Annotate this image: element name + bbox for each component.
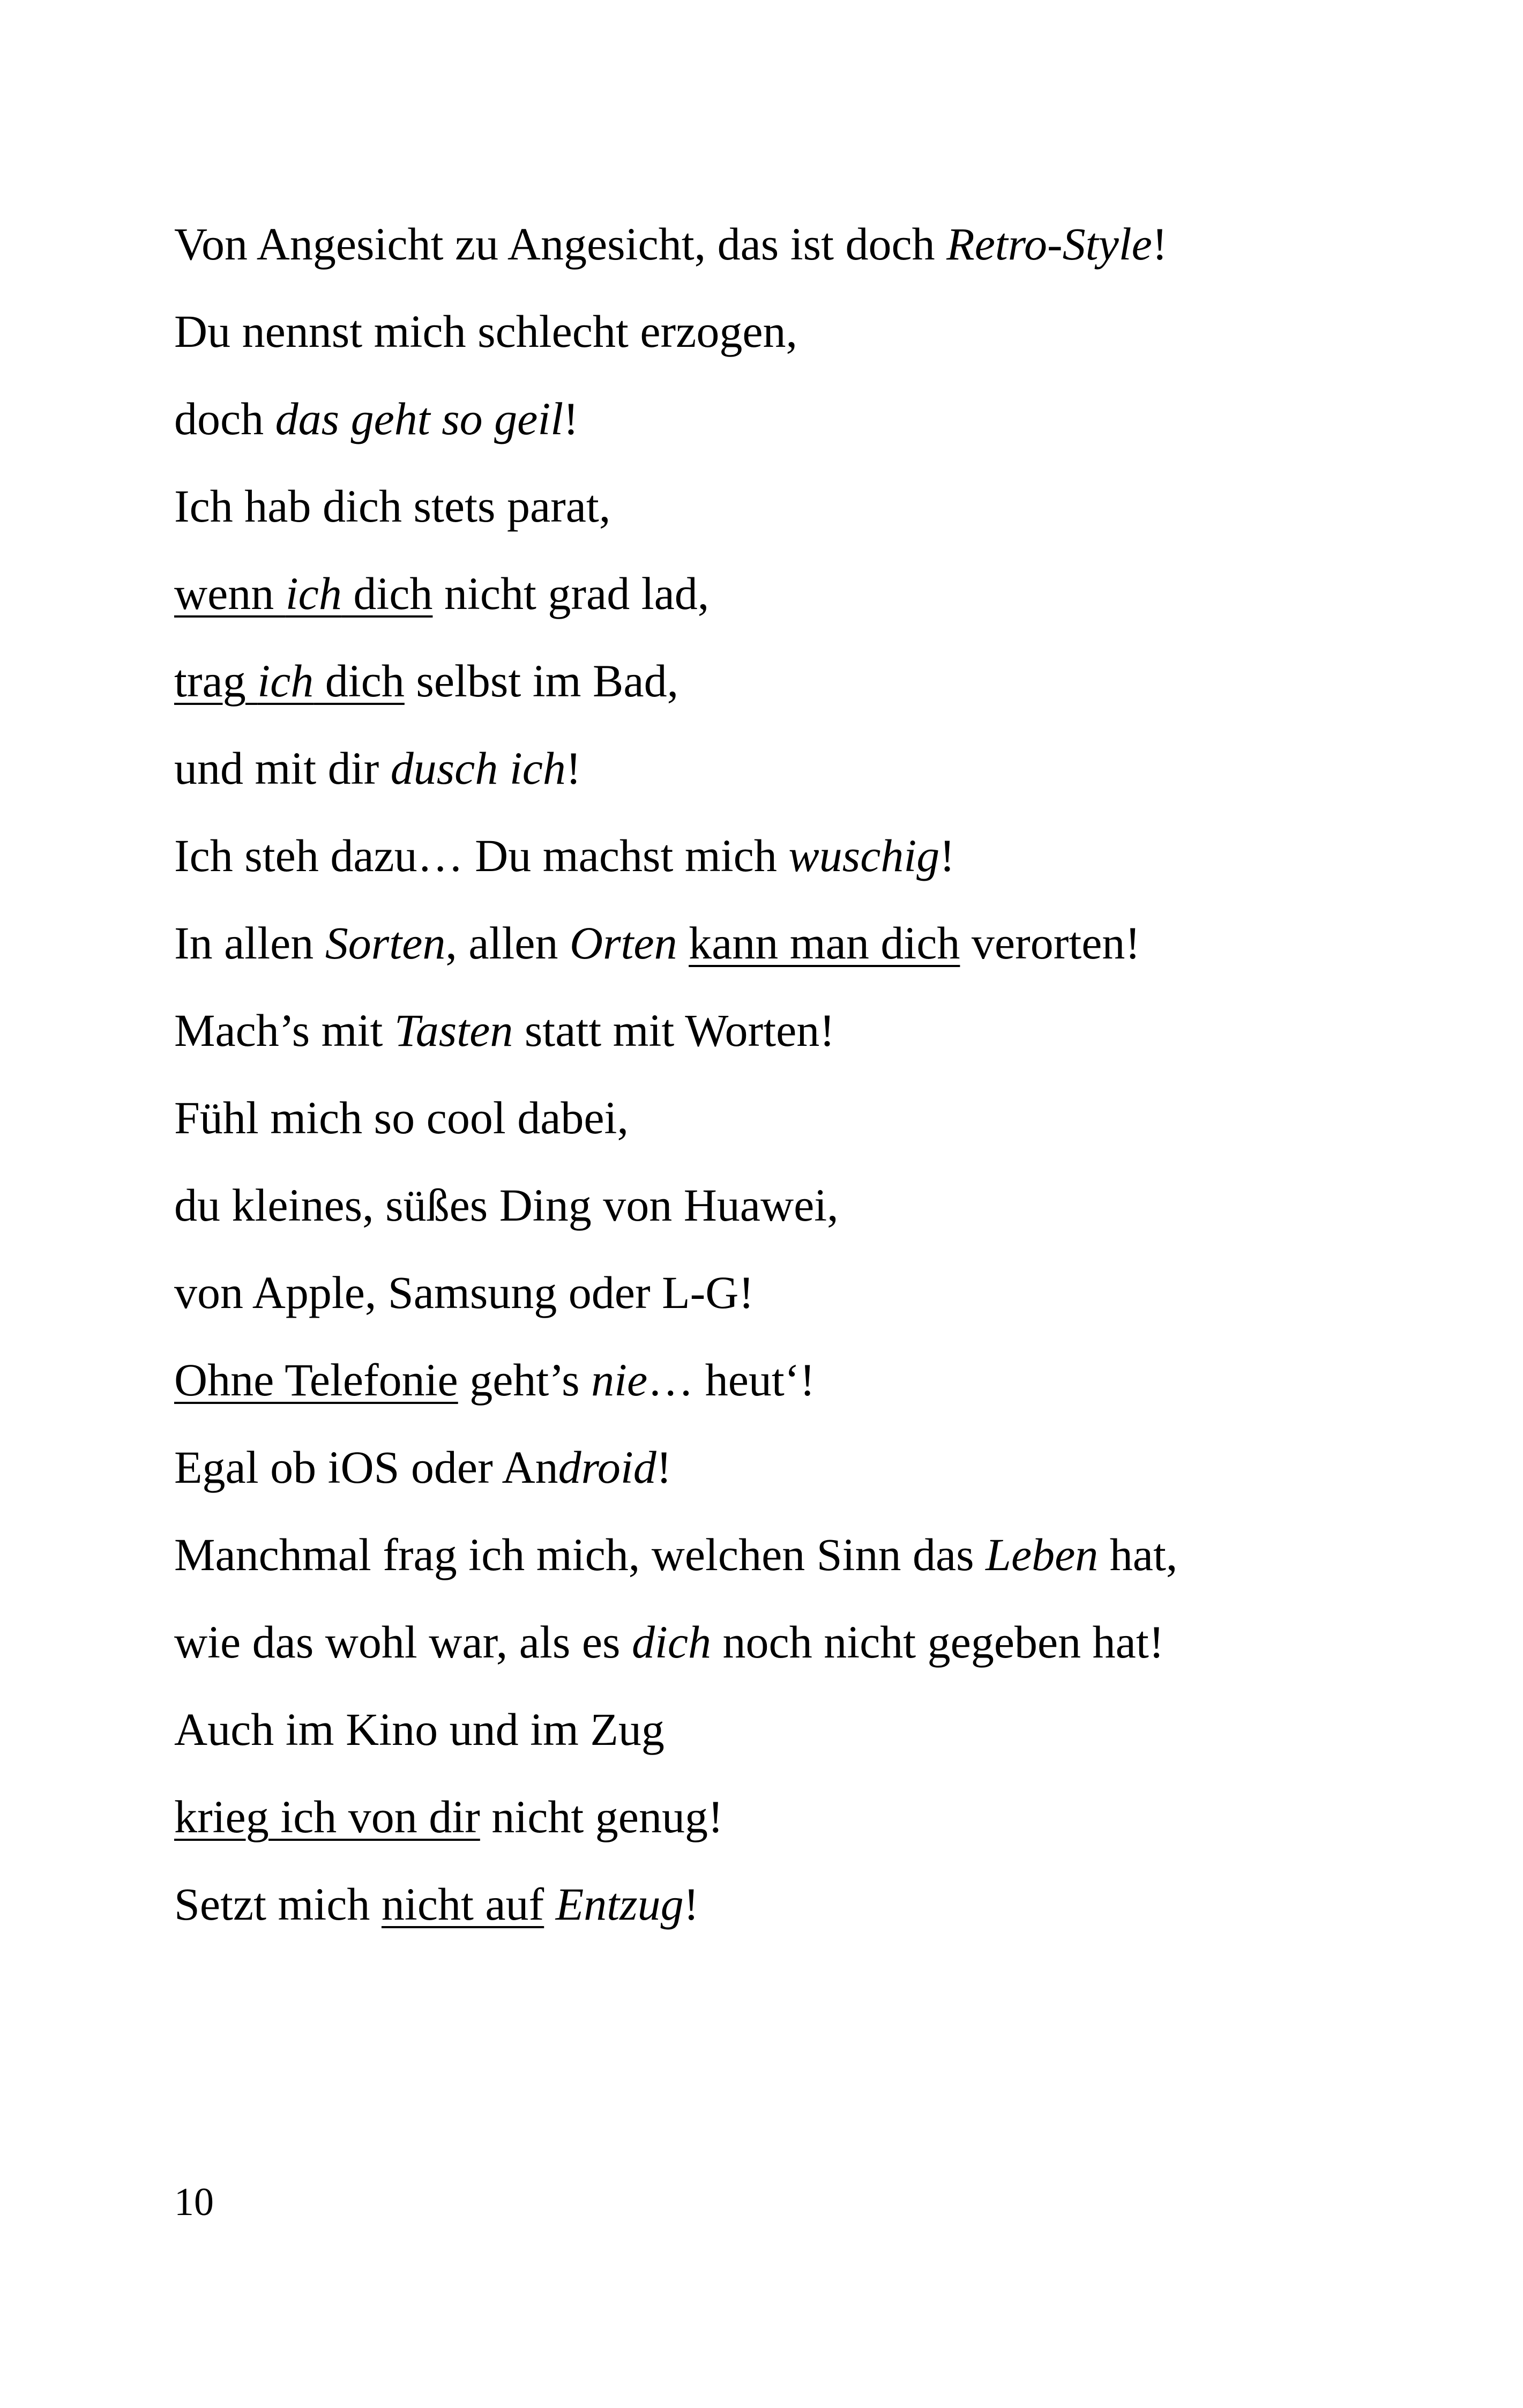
poem-line-segment: Sorten [325, 917, 446, 969]
poem-line-segment: Setzt mich [174, 1878, 382, 1930]
poem-line [174, 387, 1407, 474]
poem-line-segment: ! [683, 1878, 699, 1930]
poem-line-segment: Fühl mich so cool dabei, [174, 1092, 629, 1143]
poem-line-segment: Leben [986, 1529, 1099, 1580]
poem-line [174, 1173, 1407, 1260]
poem-line-segment: Ich steh dazu… Du machst mich [174, 830, 789, 881]
poem-line [174, 1610, 1407, 1697]
poem-line-segment: Tasten [394, 1005, 513, 1056]
poem-line-segment: ich [285, 568, 342, 619]
poem-line-segment: hat, [1098, 1529, 1178, 1580]
poem-line [174, 1086, 1407, 1173]
poem-text [174, 212, 1407, 1959]
poem-line [174, 1435, 1407, 1522]
poem-line-segment: Ich hab dich stets parat, [174, 480, 611, 532]
poem-line-segment: wenn [174, 568, 286, 619]
poem-line-segment: und mit dir [174, 742, 391, 794]
poem-line-segment: verorten! [960, 917, 1141, 969]
poem-line-segment: , allen [445, 917, 570, 969]
poem-line [174, 1348, 1407, 1435]
poem-line-segment: ! [656, 1441, 672, 1493]
poem-line [174, 212, 1407, 299]
poem-line-segment: du kleines, süßes Ding von Huawei, [174, 1179, 839, 1231]
poem-line-segment: kann man dich [689, 917, 960, 969]
poem-line-segment: wie das wohl war, als es [174, 1616, 632, 1668]
poem-line-segment: Mach’s mit [174, 1005, 394, 1056]
poem-line-segment: doch [174, 393, 275, 444]
poem-line-segment: geht’s [458, 1354, 592, 1406]
poem-line-segment: droid [558, 1441, 656, 1493]
poem-line-segment: Von Angesicht zu Angesicht, das ist doch [174, 218, 947, 270]
poem-line-segment: nie [591, 1354, 648, 1406]
poem-line-segment: von Apple, Samsung oder L-G! [174, 1267, 755, 1318]
poem-line-segment: nicht genug! [480, 1791, 723, 1842]
poem-line-segment: nicht auf [381, 1878, 544, 1930]
poem-line [174, 1260, 1407, 1348]
poem-line-segment: nicht grad lad, [432, 568, 710, 619]
poem-line-segment: selbst im Bad, [404, 655, 679, 707]
poem-line [174, 649, 1407, 736]
poem-line-segment: ! [563, 393, 579, 444]
poem-line-segment [544, 1878, 556, 1930]
poem-line [174, 998, 1407, 1086]
poem-line-segment: In allen [174, 917, 325, 969]
poem-line [174, 1785, 1407, 1872]
poem-line-segment: Retro-Style [946, 218, 1152, 270]
poem-line [174, 474, 1407, 561]
poem-line-segment: wuschig [788, 830, 940, 881]
poem-line-segment: ich [257, 655, 314, 707]
poem-line-segment: dusch ich [390, 742, 566, 794]
poem-line-segment: ! [1152, 218, 1168, 270]
page-number: 10 [174, 2180, 214, 2224]
poem-line-segment: statt mit Worten! [513, 1005, 835, 1056]
poem-line-segment: Entzug [555, 1878, 684, 1930]
poem-line [174, 561, 1407, 649]
poem-line-segment: Orten [569, 917, 677, 969]
poem-line-segment: dich [631, 1616, 712, 1668]
poem-line-segment: Du nennst mich schlecht erzogen, [174, 306, 798, 357]
poem-line-segment: noch nicht gegeben hat! [711, 1616, 1164, 1668]
poem-line [174, 1872, 1407, 1959]
poem-line-segment: dich [313, 655, 405, 707]
poem-line-segment [677, 917, 689, 969]
poem-line [174, 823, 1407, 911]
poem-line-segment: ! [565, 742, 581, 794]
poem-line-segment: Ohne Telefonie [174, 1354, 458, 1406]
poem-line [174, 1522, 1407, 1610]
poem-line-segment: Auch im Kino und im Zug [174, 1704, 665, 1755]
poem-line-segment: ! [939, 830, 955, 881]
poem-line-segment: das geht so geil [275, 393, 564, 444]
poem-line [174, 1697, 1407, 1785]
poem-line-segment: trag [174, 655, 258, 707]
poem-line [174, 911, 1407, 998]
poem-line-segment: Manchmal frag ich mich, welchen Sinn das [174, 1529, 986, 1580]
poem-line-segment: krieg ich von dir [174, 1791, 480, 1842]
poem-line-segment: … heut‘! [647, 1354, 816, 1406]
poem-line [174, 299, 1407, 387]
poem-line-segment: dich [341, 568, 433, 619]
poem-line [174, 736, 1407, 823]
poem-line-segment: Egal ob iOS oder An [174, 1441, 558, 1493]
